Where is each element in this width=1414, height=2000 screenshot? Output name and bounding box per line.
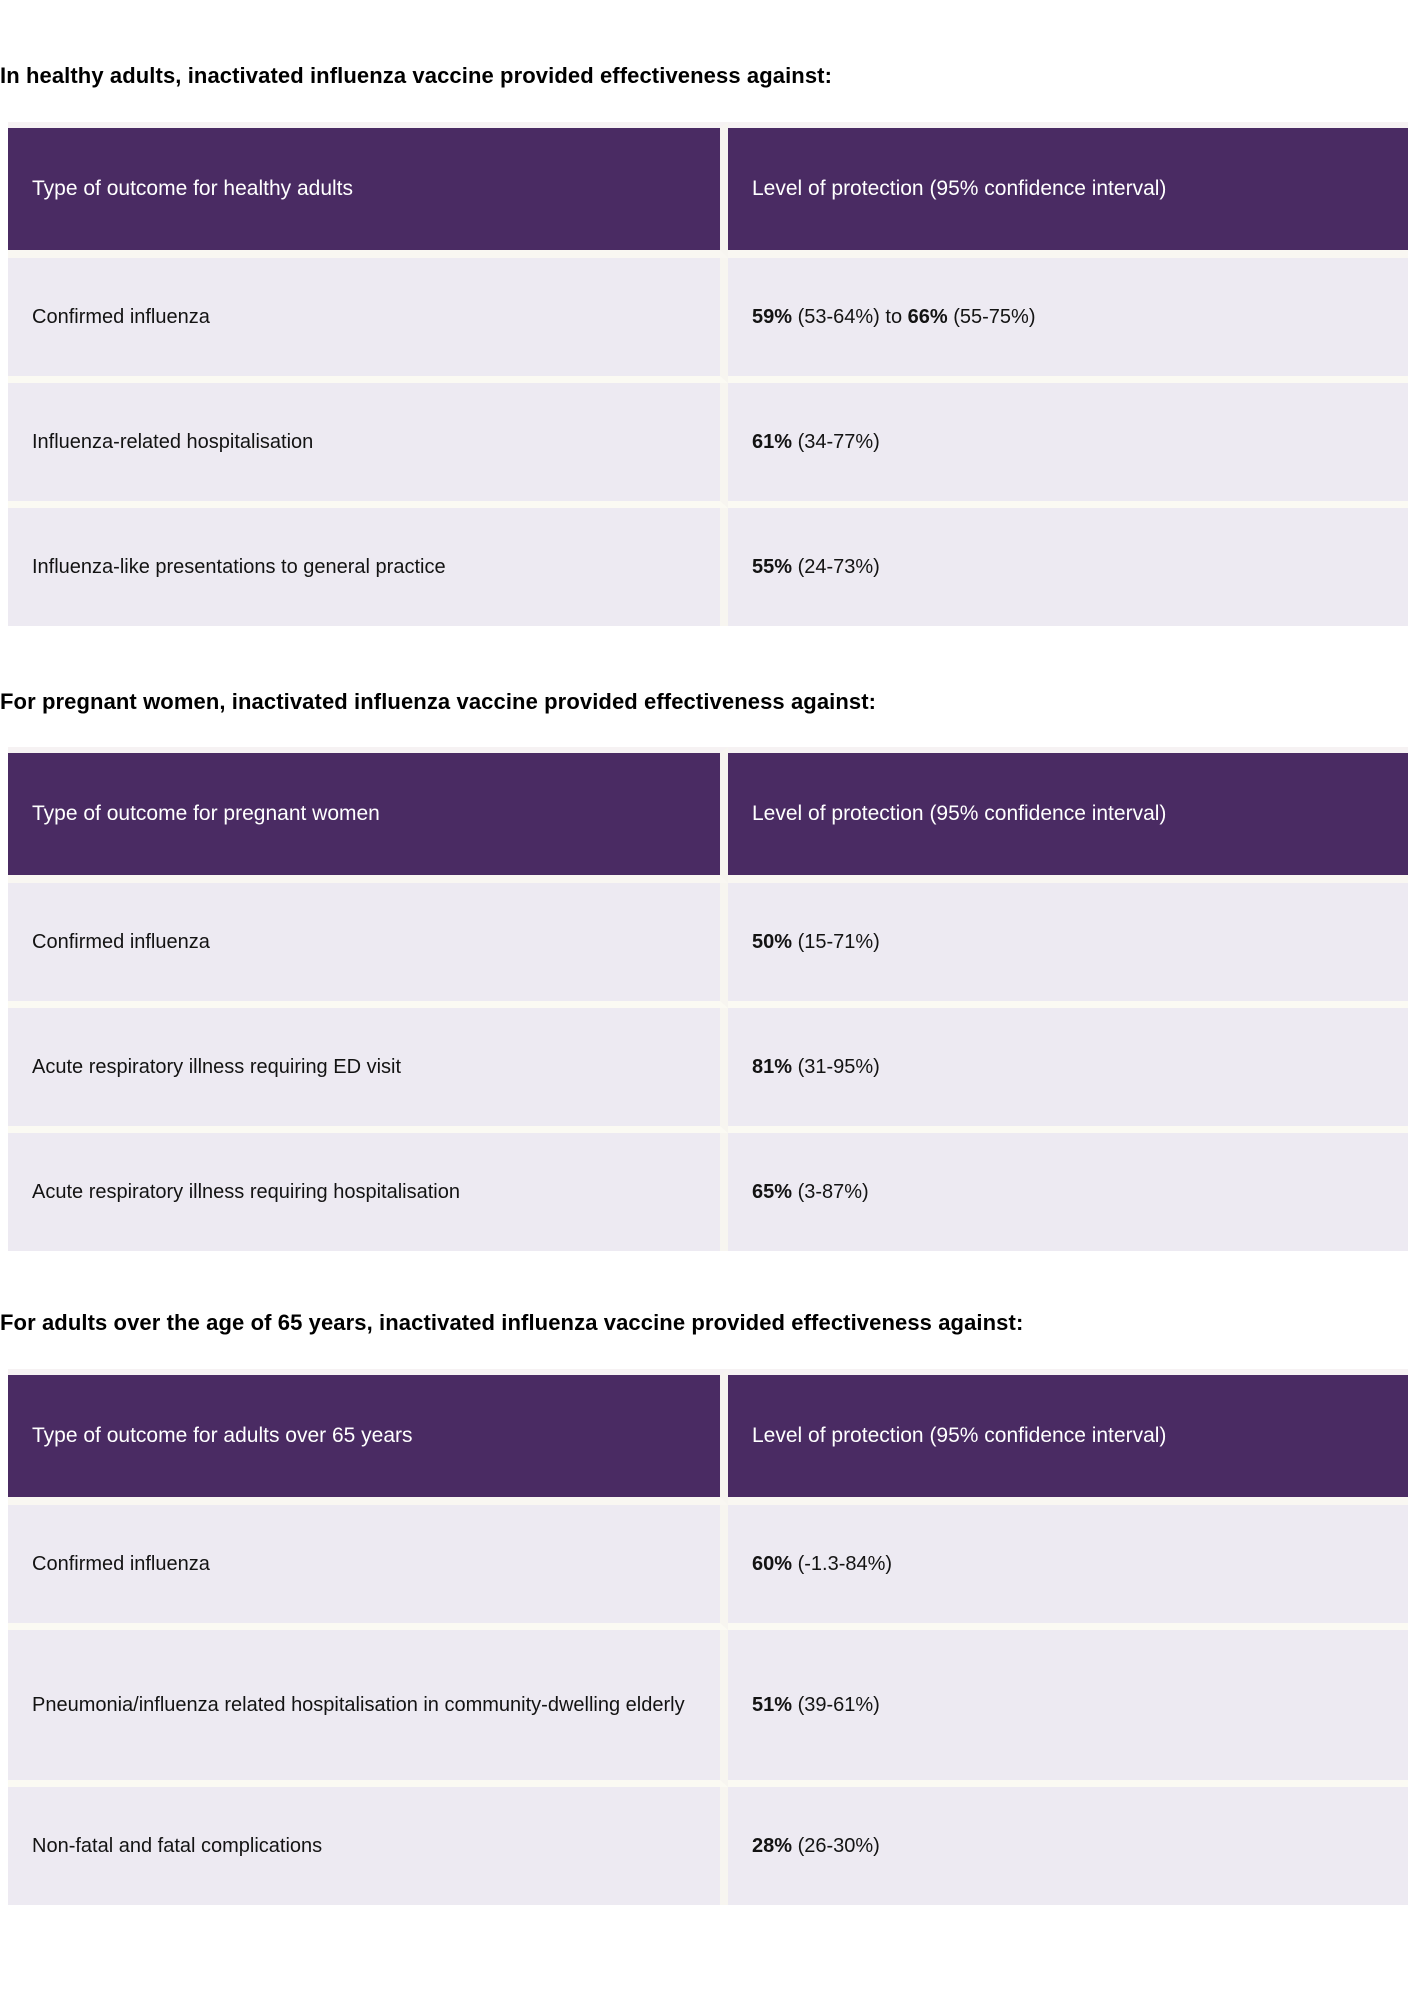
top-spacer — [0, 0, 1414, 62]
protection-value: 55% — [752, 555, 793, 578]
cell-protection — [728, 1630, 1408, 1787]
table-row — [8, 508, 1408, 626]
effectiveness-table — [8, 747, 1408, 1251]
cell-protection — [728, 1008, 1408, 1133]
cell-outcome: Pneumonia/influenza related hospitalisation in community-dwelling elderly — [8, 1630, 728, 1787]
table-header-row — [8, 1369, 1408, 1505]
effectiveness-table — [8, 122, 1408, 626]
column-header-outcome: Type of outcome for adults over 65 years — [8, 1369, 728, 1505]
table-row — [8, 258, 1408, 383]
protection-ci: (26-30%) — [792, 1834, 880, 1857]
protection-value: 65% — [752, 1181, 793, 1204]
cell-protection — [728, 1787, 1408, 1905]
table-row — [8, 1787, 1408, 1905]
table-row — [8, 883, 1408, 1008]
table-row — [8, 1630, 1408, 1787]
protection-value-2: 66% — [907, 305, 948, 328]
table-body — [8, 258, 1408, 626]
protection-value: 51% — [752, 1693, 793, 1716]
cell-outcome: Confirmed influenza — [8, 883, 728, 1008]
cell-outcome: Confirmed influenza — [8, 258, 728, 383]
section-spacer — [0, 626, 1414, 688]
protection-value: 50% — [752, 931, 793, 954]
table-body — [8, 883, 1408, 1251]
table-header — [8, 1369, 1408, 1505]
cell-outcome: Influenza-related hospitalisation — [8, 383, 728, 508]
cell-protection — [728, 883, 1408, 1008]
table-row — [8, 1505, 1408, 1630]
section-heading: For adults over the age of 65 years, inactivated influenza vaccine provided effectiveness against: — [0, 1310, 1024, 1336]
heading-table-spacer — [0, 91, 1414, 122]
section-healthy-adults — [0, 62, 1414, 626]
section-spacer — [0, 1251, 1414, 1309]
protection-ci-2: (55-75%) — [947, 305, 1036, 328]
cell-outcome: Non-fatal and fatal complications — [8, 1787, 728, 1905]
protection-ci: (3-87%) — [792, 1181, 869, 1204]
cell-outcome: Acute respiratory illness requiring hospitalisation — [8, 1133, 728, 1251]
protection-ci: (24-73%) — [792, 555, 880, 578]
cell-outcome: Confirmed influenza — [8, 1505, 728, 1630]
table-row — [8, 1133, 1408, 1251]
table-header — [8, 122, 1408, 258]
heading-table-spacer — [0, 716, 1414, 747]
section-heading: In healthy adults, inactivated influenza vaccine provided effectiveness against: — [0, 63, 833, 88]
cell-outcome: Influenza-like presentations to general practice — [8, 508, 728, 626]
cell-protection — [728, 1133, 1408, 1251]
cell-protection — [728, 1505, 1408, 1630]
protection-ci: (-1.3-84%) — [792, 1552, 893, 1575]
table-header-row — [8, 122, 1408, 258]
column-header-outcome: Type of outcome for pregnant women — [8, 747, 728, 883]
protection-value: 61% — [752, 430, 793, 453]
column-header-protection: Level of protection (95% confidence interval) — [728, 1369, 1408, 1505]
protection-ci: (39-61%) — [792, 1693, 880, 1716]
protection-ci: (15-71%) — [792, 931, 880, 954]
cell-protection — [728, 258, 1408, 383]
cell-protection — [728, 508, 1408, 626]
protection-ci: (31-95%) — [792, 1056, 880, 1079]
section-heading: For pregnant women, inactivated influenza vaccine provided effectiveness against: — [0, 688, 877, 714]
cell-outcome: Acute respiratory illness requiring ED visit — [8, 1008, 728, 1133]
table-body — [8, 1505, 1408, 1905]
column-header-protection: Level of protection (95% confidence interval) — [728, 122, 1408, 258]
table-row — [8, 383, 1408, 508]
column-header-protection: Level of protection (95% confidence interval) — [728, 747, 1408, 883]
protection-value: 28% — [752, 1834, 793, 1857]
section-adults-over-65 — [0, 1309, 1414, 1905]
protection-value: 81% — [752, 1056, 793, 1079]
effectiveness-table — [8, 1369, 1408, 1905]
column-header-outcome: Type of outcome for healthy adults — [8, 122, 728, 258]
protection-ci: (53-64%) to — [792, 305, 908, 328]
section-pregnant-women — [0, 688, 1414, 1252]
table-header-row — [8, 747, 1408, 883]
cell-protection — [728, 383, 1408, 508]
heading-table-spacer — [0, 1338, 1414, 1369]
table-row — [8, 1008, 1408, 1133]
protection-value: 60% — [752, 1552, 793, 1575]
protection-value: 59% — [752, 305, 793, 328]
table-header — [8, 747, 1408, 883]
protection-ci: (34-77%) — [792, 430, 880, 453]
